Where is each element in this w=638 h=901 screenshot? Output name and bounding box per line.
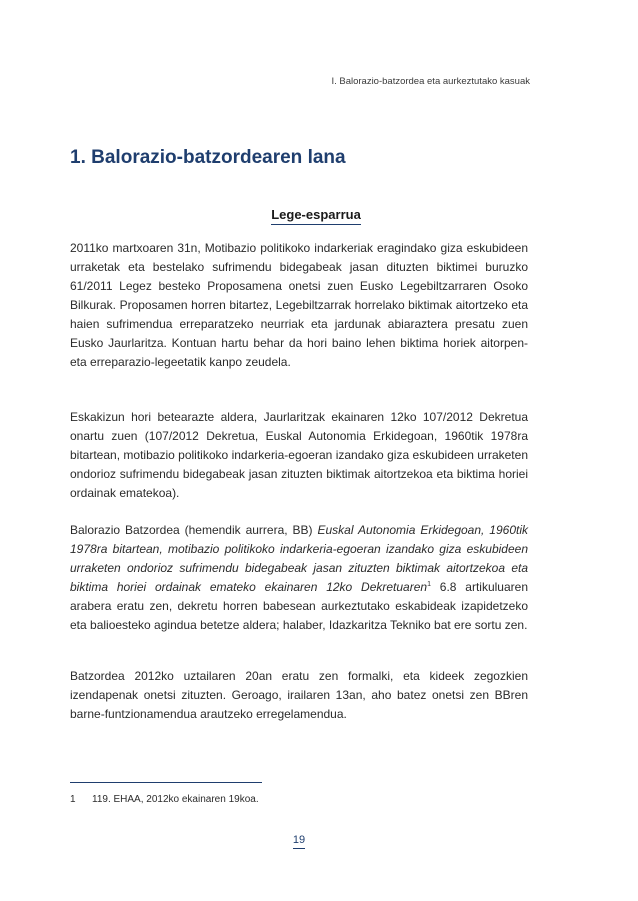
footnote-number: 1 [70,794,76,805]
chapter-title-text: Balorazio-batzordearen lana [91,147,346,168]
paragraph-3-tail: 6.8 artikuluaren arabera eratu zen, dekretu horren babesean aurkeztutako eskabideak izapidetzeko eta balioesteko agindua betetze aldera; halaber, Idazkaritza Tekniko bat ere sortu zen. [70,580,528,632]
paragraph-1: 2011ko martxoaren 31n, Motibazio politikoko indarkeriak eragindako giza eskubideen urraketak eta bestelako sufrimendu bidegabeak jasan dituzten biktimei buruzko 61/2011 Legez besteko Proposamena onetsi zuen Eusko Legebiltzarraren Osoko Bilkurak. Proposamen horren bitartez, Legebiltzarrak horrelako biktimak aitortzeko eta haien sufrimendua erreparatzeko neurriak eta jardunak abiaraztera presatu zuen Eusko Jaurlaritza. Kontuan hartu behar da hori baino lehen biktima horiek aitorpen- eta erreparazio-legeetatik kanpo zeudela. [70,241,528,369]
chapter-title [70,147,540,169]
running-header: I. Balorazio-batzordea eta aurkeztutako kasuak [331,76,530,87]
footnote-text: 119. EHAA, 2012ko ekainaren 19koa. [92,794,259,805]
paragraph-3-italic: Euskal Autonomia Erkidegoan, 1960tik 1978ra bitartean, motibazio politikoko indarkeria-egoeran izandako giza eskubideen urraketen ondorioz sufrimendu bidegabeak jasan zituzten biktimak aitortzekoa eta biktima horiei ordainak emateko ekainaren 12ko Dekretuaren [70,523,529,594]
footnote-reference[interactable]: 1 [427,581,431,588]
page-number [289,834,309,849]
paragraph-2: Eskakizun hori betearazte aldera, Jaurlaritzak ekainaren 12ko 107/2012 Dekretua onartu zuen (107/2012 Dekretua, Euskal Autonomia Erkidegoan, 1960tik 1978ra bitartean, motibazio politikoko indarkeria-egoeran izandako giza eskubideen urraketen ondorioz sufrimendu bidegabeak jasan zituzten biktimak aitortzekoa eta biktima horiei ordainak ematekoa). [70,410,528,500]
section-heading [70,207,562,225]
paragraph-3 [70,521,528,635]
section-heading-text: Lege-esparrua [271,207,361,225]
footnote [70,794,530,805]
chapter-number: 1. [70,147,86,168]
paragraph-4: Batzordea 2012ko uztailaren 20an eratu zen formalki, eta kideek zegozkien izendapenak onetsi zituzten. Geroago, irailaren 13an, aho batez onetsi zen BBren barne-funtzionamendua arautzeko erregelamendua. [70,669,528,721]
page-number-text: 19 [293,834,305,849]
paragraph-3-lead: Balorazio Batzordea (hemendik aurrera, BB) [70,523,318,537]
footnote-divider [70,782,262,783]
